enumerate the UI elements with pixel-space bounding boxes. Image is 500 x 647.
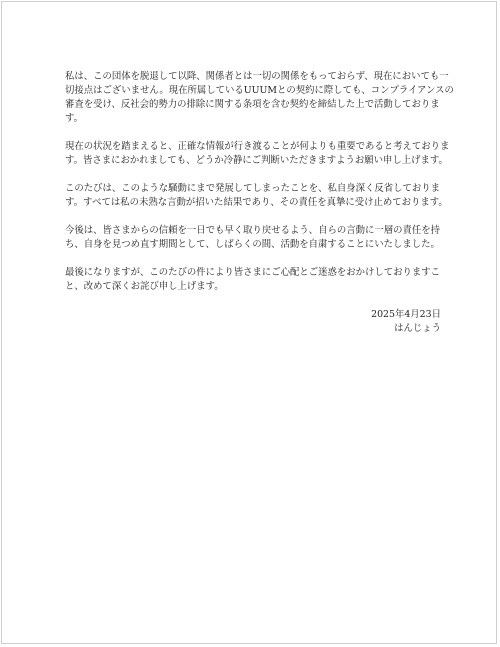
paragraph-line: 最後になりますが、このたびの件により皆さまにご心配とご迷惑をおかけしておりますこ — [65, 267, 441, 278]
paragraph-apology — [65, 266, 441, 294]
paragraph-line: 切接点はございません。現在所属しているUUUMとの契約に際しても、コンプライアンスの — [65, 85, 454, 96]
paragraph-line: と、改めて深くお詫び申し上げます。 — [65, 281, 224, 292]
letter-page — [1, 1, 497, 644]
paragraph-line: 審査を受け、反社会的勢力の排除に関する条項を含む契約を締結した上で活動しておりま — [65, 99, 440, 110]
letter-signature: はんじょう — [394, 323, 441, 334]
letter-date: 2025年4月23日 — [371, 309, 441, 320]
paragraph-disassociation — [65, 70, 454, 126]
paragraph-hiatus — [65, 224, 441, 252]
paragraph-request — [65, 140, 450, 168]
paragraph-line: す。 — [65, 113, 83, 124]
paragraph-line: 現在の状況を踏まえると、正確な情報が行き渡ることが何よりも重要であると考えておりま — [65, 141, 450, 152]
letter-closing — [65, 308, 441, 336]
paragraph-line: このたびは、このような騒動にまで発展してしまったことを、私自身深く反省しておりま — [65, 183, 441, 194]
paragraph-line: す。すべては私の未熟な言動が招いた結果であり、その責任を真摯に受け止めております。 — [65, 197, 448, 208]
paragraph-line: ち、自身を見つめ直す期間として、しばらくの間、活動を自粛することにいたしました。 — [65, 239, 440, 250]
letter-body — [65, 70, 454, 336]
paragraph-reflection — [65, 182, 448, 210]
paragraph-line: 今後は、皆さまからの信頼を一日でも早く取り戻せるよう、自らの言動に一層の責任を持 — [65, 225, 441, 236]
paragraph-line: す。皆さまにおかれましても、どうか冷静にご判断いただきますようお願い申し上げます。 — [65, 155, 448, 166]
paragraph-line: 私は、この団体を脱退して以降、関係者とは一切の関係をもっておらず、現在においても一 — [65, 71, 449, 82]
